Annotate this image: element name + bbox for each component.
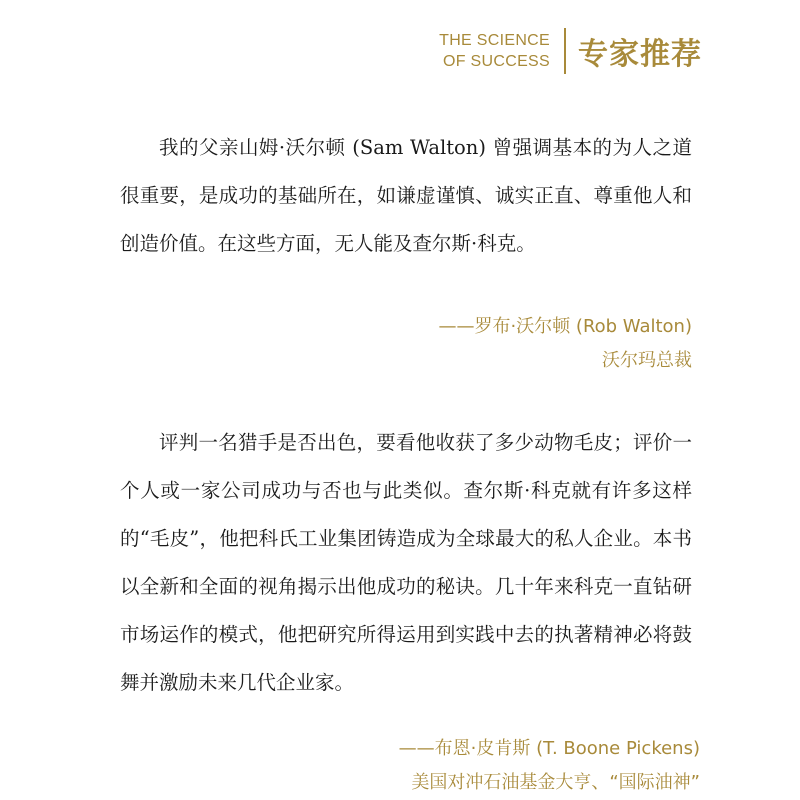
quote-2-attribution [399, 732, 700, 800]
brand-mark [439, 30, 550, 72]
quote-1-attribution [438, 310, 692, 378]
quote-1 [120, 124, 692, 268]
header-divider [564, 28, 566, 74]
quote-1-text: 我的父亲山姆·沃尔顿 (Sam Walton) 曾强调基本的为人之道很重要，是成功的基础所在，如谦虚谨慎、诚实正直、尊重他人和创造价值。在这些方面，无人能及查尔斯·科克。 [120, 136, 692, 255]
quote-2-role: 美国对冲石油基金大亨、“国际油神” [411, 772, 700, 793]
quote-1-author: ——罗布·沃尔顿 (Rob Walton) [438, 316, 692, 337]
quote-2-text: 评判一名猎手是否出色，要看他收获了多少动物毛皮；评价一个人或一家公司成功与否也与此类似。查尔斯·科克就有许多这样的“毛皮”，他把科氏工业集团铸造成为全球最大的私人企业。本书以全新和全面的视角揭示出他成功的秘诀。几十年来科克一直钻研市场运作的模式，他把研究所得运用到实践中去的执著精神必将鼓舞并激励未来几代企业家。 [120, 431, 692, 694]
quote-2 [120, 419, 692, 707]
section-title: 专家推荐 [578, 37, 702, 72]
page-header [439, 28, 702, 74]
quote-2-author: ——布恩·皮肯斯 (T. Boone Pickens) [398, 738, 700, 759]
brand-line-2: OF SUCCESS [442, 53, 550, 70]
quote-1-role: 沃尔玛总裁 [602, 350, 692, 371]
brand-line-1: THE SCIENCE [439, 32, 550, 49]
